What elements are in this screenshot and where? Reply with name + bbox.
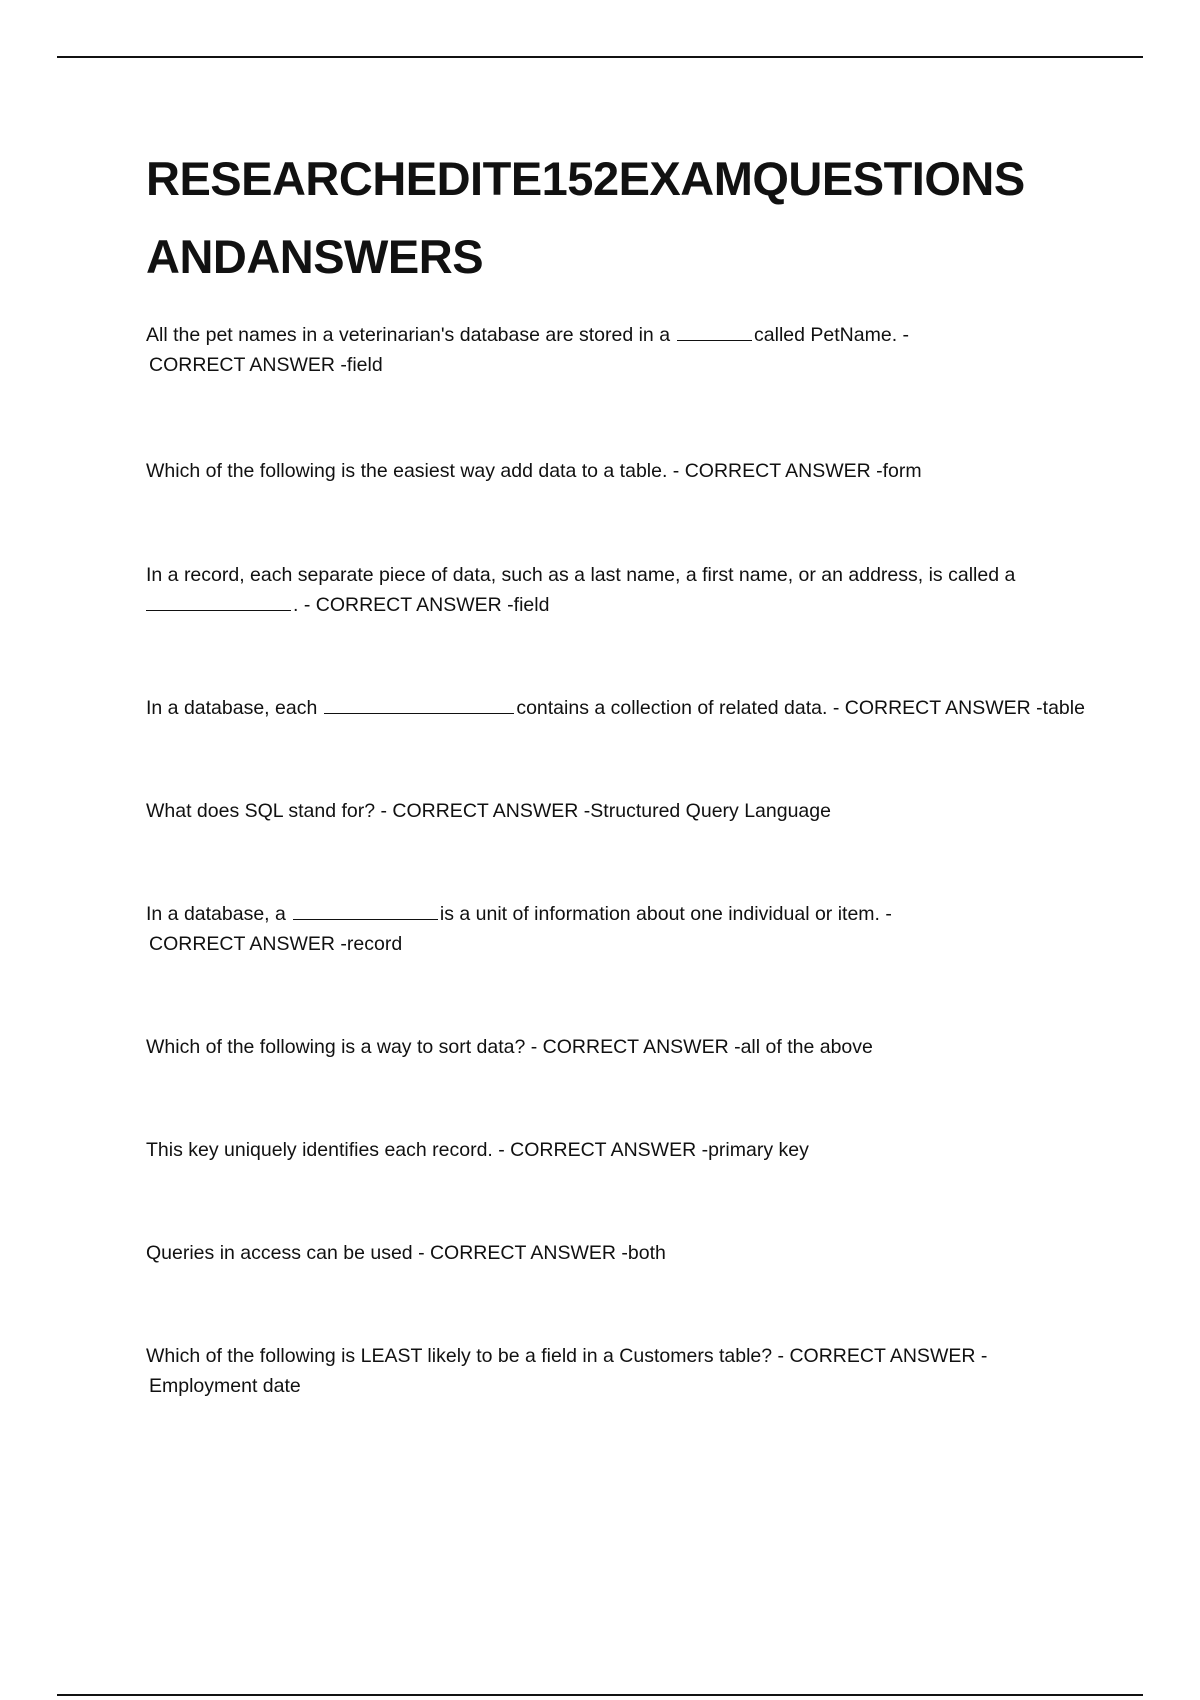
question-item	[146, 693, 1096, 723]
fill-in-blank	[293, 901, 438, 920]
question-text: is a unit of information about one individual or item. -	[439, 903, 892, 925]
question-text: Which of the following is a way to sort data? - CORRECT ANSWER -all of the above	[146, 1036, 873, 1058]
question-text: This key uniquely identifies each record. - CORRECT ANSWER -primary key	[146, 1139, 809, 1161]
answer-text: CORRECT ANSWER -record	[149, 933, 403, 955]
answer-text: Employment date	[149, 1375, 301, 1397]
top-rule	[57, 56, 1143, 58]
question-text: All the pet names in a veterinarian's database are stored in a	[146, 324, 671, 346]
question-item	[146, 1032, 1096, 1062]
question-text: called PetName. -	[754, 324, 910, 346]
question-text: contains a collection of related data. - CORRECT ANSWER -table	[516, 697, 1085, 719]
question-item	[146, 560, 1096, 620]
question-item	[146, 796, 1096, 826]
question-item	[146, 1135, 1096, 1165]
answer-text: CORRECT ANSWER -field	[149, 354, 383, 376]
question-item	[146, 456, 1096, 486]
fill-in-blank	[146, 592, 291, 611]
fill-in-blank	[677, 322, 752, 341]
question-text: Queries in access can be used - CORRECT ANSWER -both	[146, 1242, 666, 1264]
document-title: RESEARCHEDITE152EXAMQUESTIONS ANDANSWERS	[146, 152, 1025, 283]
fill-in-blank	[324, 695, 514, 714]
question-text: In a record, each separate piece of data, such as a last name, a first name, or an address, is called a	[146, 564, 1016, 586]
bottom-rule	[57, 1694, 1143, 1696]
question-text: In a database, a	[146, 903, 286, 925]
question-text: In a database, each	[146, 697, 318, 719]
question-text: What does SQL stand for? - CORRECT ANSWER -Structured Query Language	[146, 800, 831, 822]
question-item	[146, 1238, 1096, 1268]
question-item	[146, 1341, 1096, 1401]
question-text: Which of the following is the easiest way add data to a table. - CORRECT ANSWER -form	[146, 460, 922, 482]
question-text: Which of the following is LEAST likely to be a field in a Customers table? - CORRECT ANSWER -	[146, 1345, 988, 1367]
answer-text: . - CORRECT ANSWER -field	[293, 594, 550, 616]
question-item	[146, 899, 1096, 959]
question-item	[146, 320, 1096, 380]
